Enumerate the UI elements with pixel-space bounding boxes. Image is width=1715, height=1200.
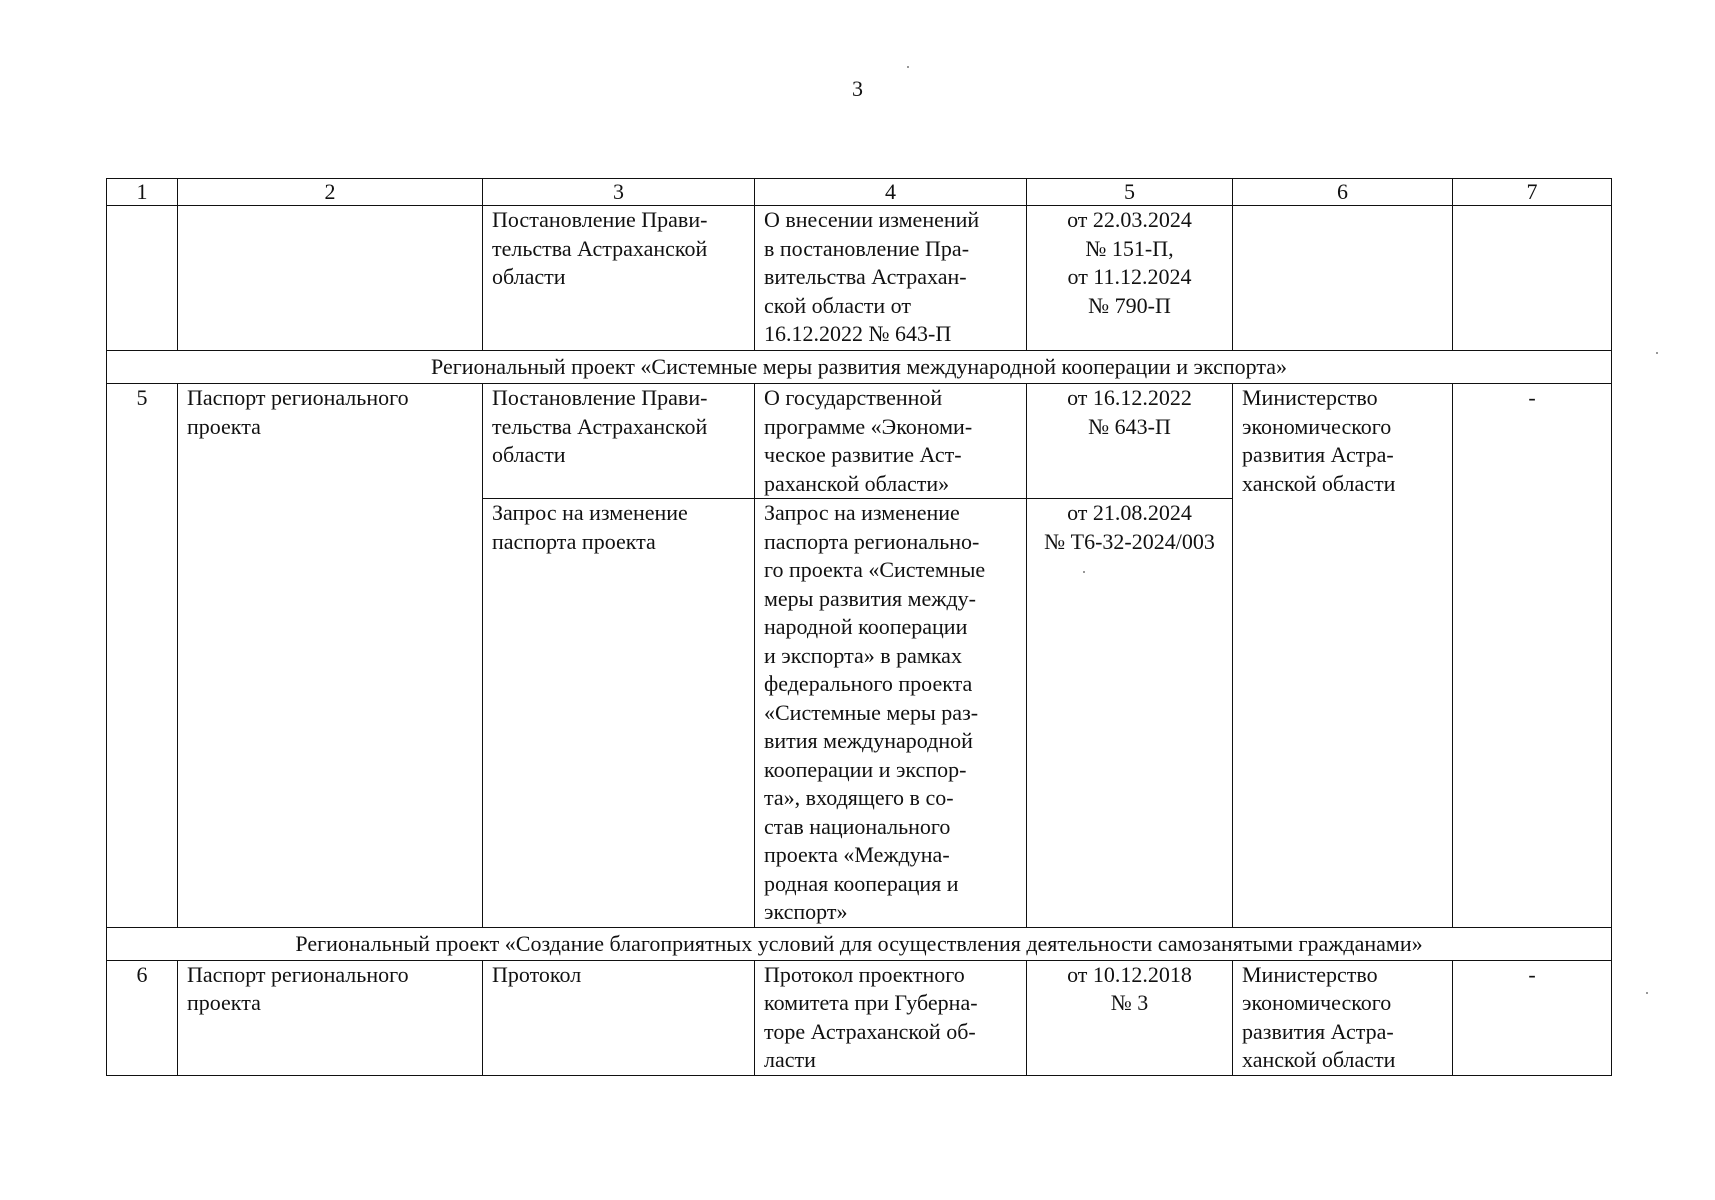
act-title-cell: О внесении изменений в постановление Пра- вительства Астрахан- ской области от 16.12.2022 № 643-П bbox=[755, 206, 1027, 351]
scan-speck bbox=[907, 66, 909, 68]
note-cell: - bbox=[1453, 384, 1612, 928]
header-cell: 4 bbox=[755, 179, 1027, 206]
act-date-cell: от 22.03.2024 № 151-П, от 11.12.2024 № 790-П bbox=[1027, 206, 1233, 351]
act-type-cell: Постановление Прави- тельства Астраханской области bbox=[483, 384, 755, 499]
header-cell: 2 bbox=[178, 179, 483, 206]
header-cell: 5 bbox=[1027, 179, 1233, 206]
header-cell: 1 bbox=[107, 179, 178, 206]
scan-speck bbox=[1646, 992, 1648, 994]
act-date-cell: от 21.08.2024 № Т6-32-2024/003 bbox=[1027, 499, 1233, 928]
page-number: 3 bbox=[852, 76, 863, 101]
header-cell: 7 bbox=[1453, 179, 1612, 206]
documents-table bbox=[106, 178, 1612, 1076]
section-title: Региональный проект «Создание благоприятных условий для осуществления деятельности самозанятыми гражданами» bbox=[107, 927, 1612, 960]
table-header-row bbox=[107, 179, 1612, 206]
header-cell: 3 bbox=[483, 179, 755, 206]
section-row bbox=[107, 927, 1612, 960]
act-title-cell: О государственной программе «Экономи- ческое развитие Аст- раханской области» bbox=[755, 384, 1027, 499]
table-row bbox=[107, 206, 1612, 351]
note-cell bbox=[1453, 206, 1612, 351]
section-row bbox=[107, 351, 1612, 384]
row-number-cell bbox=[107, 206, 178, 351]
header-cell: 6 bbox=[1233, 179, 1453, 206]
table-row bbox=[107, 384, 1612, 499]
responsible-cell bbox=[1233, 206, 1453, 351]
row-number-cell: 6 bbox=[107, 960, 178, 1075]
scan-speck bbox=[1656, 352, 1658, 354]
document-type-cell: Паспорт регионального проекта bbox=[178, 960, 483, 1075]
note-cell: - bbox=[1453, 960, 1612, 1075]
act-type-cell: Постановление Прави- тельства Астраханской области bbox=[483, 206, 755, 351]
act-title-cell: Запрос на изменение паспорта регионально- го проекта «Системные меры развития между- народной кооперации и экспорта» в рамках федерального проекта «Системные меры раз- вития международной кооперации и экспор- та», входящего в со- став национального проекта «Междуна- родная кооперация и экспорт» bbox=[755, 499, 1027, 928]
act-type-cell: Запрос на изменение паспорта проекта bbox=[483, 499, 755, 928]
scan-speck bbox=[1083, 571, 1085, 573]
document-type-cell bbox=[178, 206, 483, 351]
table-row bbox=[107, 960, 1612, 1075]
act-title-cell: Протокол проектного комитета при Губерна- торе Астраханской об- ласти bbox=[755, 960, 1027, 1075]
document-type-cell: Паспорт регионального проекта bbox=[178, 384, 483, 928]
row-number-cell: 5 bbox=[107, 384, 178, 928]
responsible-cell: Министерство экономического развития Астра- ханской области bbox=[1233, 960, 1453, 1075]
act-date-cell: от 16.12.2022 № 643-П bbox=[1027, 384, 1233, 499]
act-date-cell: от 10.12.2018 № 3 bbox=[1027, 960, 1233, 1075]
section-title: Региональный проект «Системные меры развития международной кооперации и экспорта» bbox=[107, 351, 1612, 384]
act-type-cell: Протокол bbox=[483, 960, 755, 1075]
responsible-cell: Министерство экономического развития Астра- ханской области bbox=[1233, 384, 1453, 928]
